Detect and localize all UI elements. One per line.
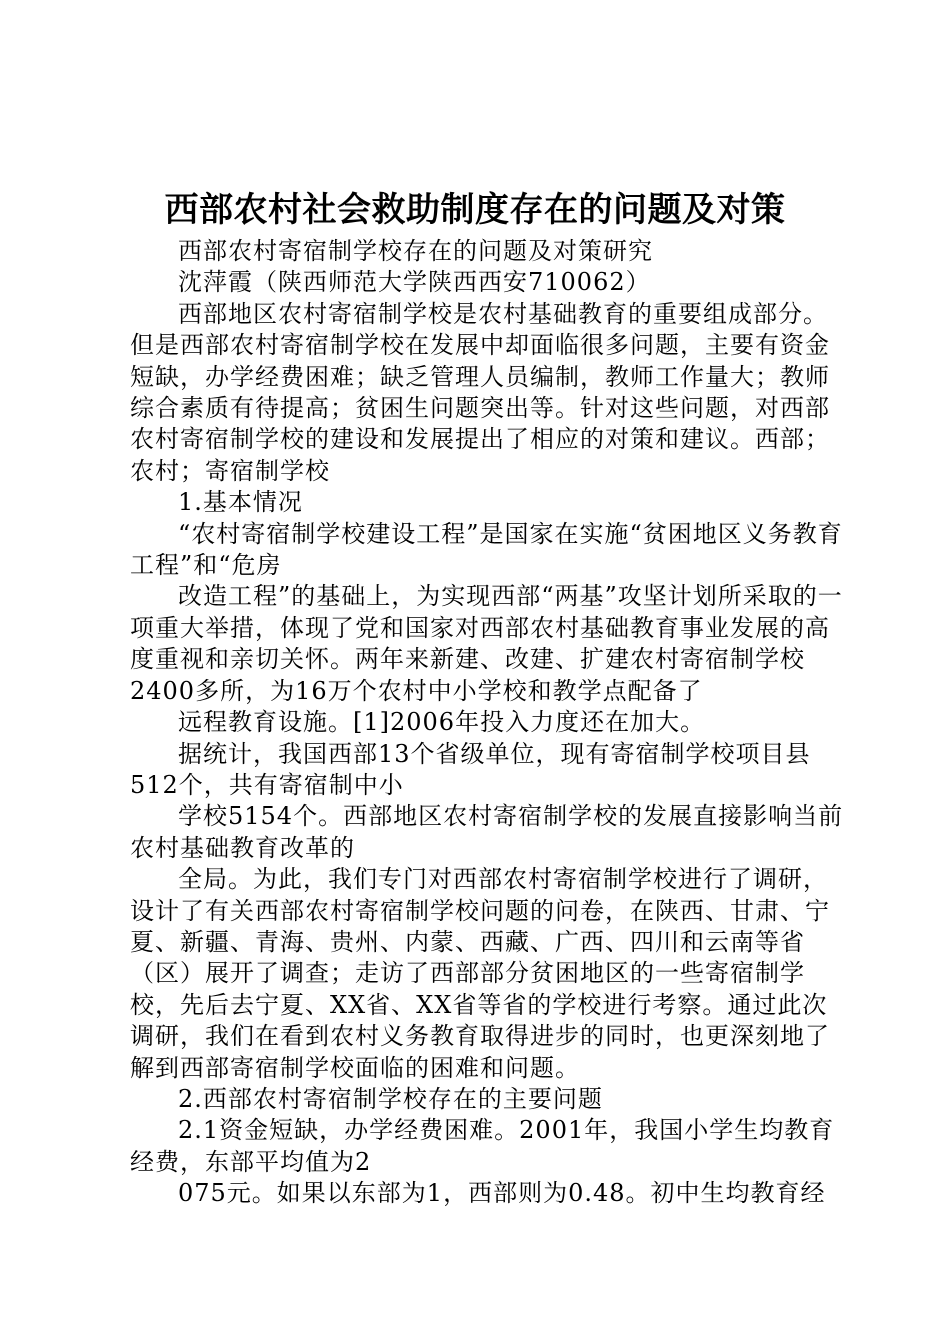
body-paragraph: 据统计，我国西部13个省级单位，现有寄宿制学校项目县512个，共有寄宿制中小 [130, 739, 811, 799]
body-paragraph: 改造工程”的基础上，为实现西部“两基”攻坚计划所采取的一项重大举措，体现了党和国家对西部农村基础教育事业发展的高度重视和亲切关怀。两年来新建、改建、扩建农村寄宿制学校2400多所，为16万个农村中小学校和教学点配备了 [130, 582, 843, 705]
body-paragraph: “农村寄宿制学校建设工程”是国家在实施“贫困地区义务教育工程”和“危房 [130, 519, 843, 580]
section-heading-1: 1.基本情况 [178, 488, 303, 517]
document-title: 西部农村社会救助制度存在的问题及对策 [164, 190, 786, 230]
subtitle-paragraph: 西部农村寄宿制学校存在的问题及对策研究 [178, 237, 653, 265]
document-body [130, 236, 850, 1210]
body-paragraph: 学校5154个。西部地区农村寄宿制学校的发展直接影响当前农村基础教育改革的 [130, 802, 844, 862]
body-paragraph: 2.1资金短缺，办学经费困难。2001年，我国小学生均教育经费，东部平均值为2 [130, 1116, 835, 1176]
abstract-paragraph: 西部地区农村寄宿制学校是农村基础教育的重要组成部分。但是西部农村寄宿制学校在发展中却面临很多问题，主要有资金短缺，办学经费困难；缺乏管理人员编制，教师工作量大；教师综合素质有待提高；贫困生问题突出等。针对这些问题，对西部农村寄宿制学校的建设和发展提出了相应的对策和建议。西部；农村；寄宿制学校 [130, 299, 830, 485]
body-paragraph: 远程教育设施。[1]2006年投入力度还在加大。 [178, 708, 706, 737]
author-line: 沈萍霞（陕西师范大学陕西西安710062） [178, 268, 651, 297]
section-heading-2: 2.西部农村寄宿制学校存在的主要问题 [178, 1084, 603, 1113]
body-paragraph: 全局。为此，我们专门对西部农村寄宿制学校进行了调研，设计了有关西部农村寄宿制学校问题的问卷，在陕西、甘肃、宁夏、新疆、青海、贵州、内蒙、西藏、广西、四川和云南等省（区）展开了调查；走访了西部部分贫困地区的一些寄宿制学校，先后去宁夏、XX省、XX省等省的学校进行考察。通过此次调研，我们在看到农村义务教育取得进步的同时，也更深刻地了解到西部寄宿制学校面临的困难和问题。 [130, 865, 830, 1082]
body-paragraph: 075元。如果以东部为1，西部则为0.48。初中生均教育经 [178, 1179, 826, 1208]
